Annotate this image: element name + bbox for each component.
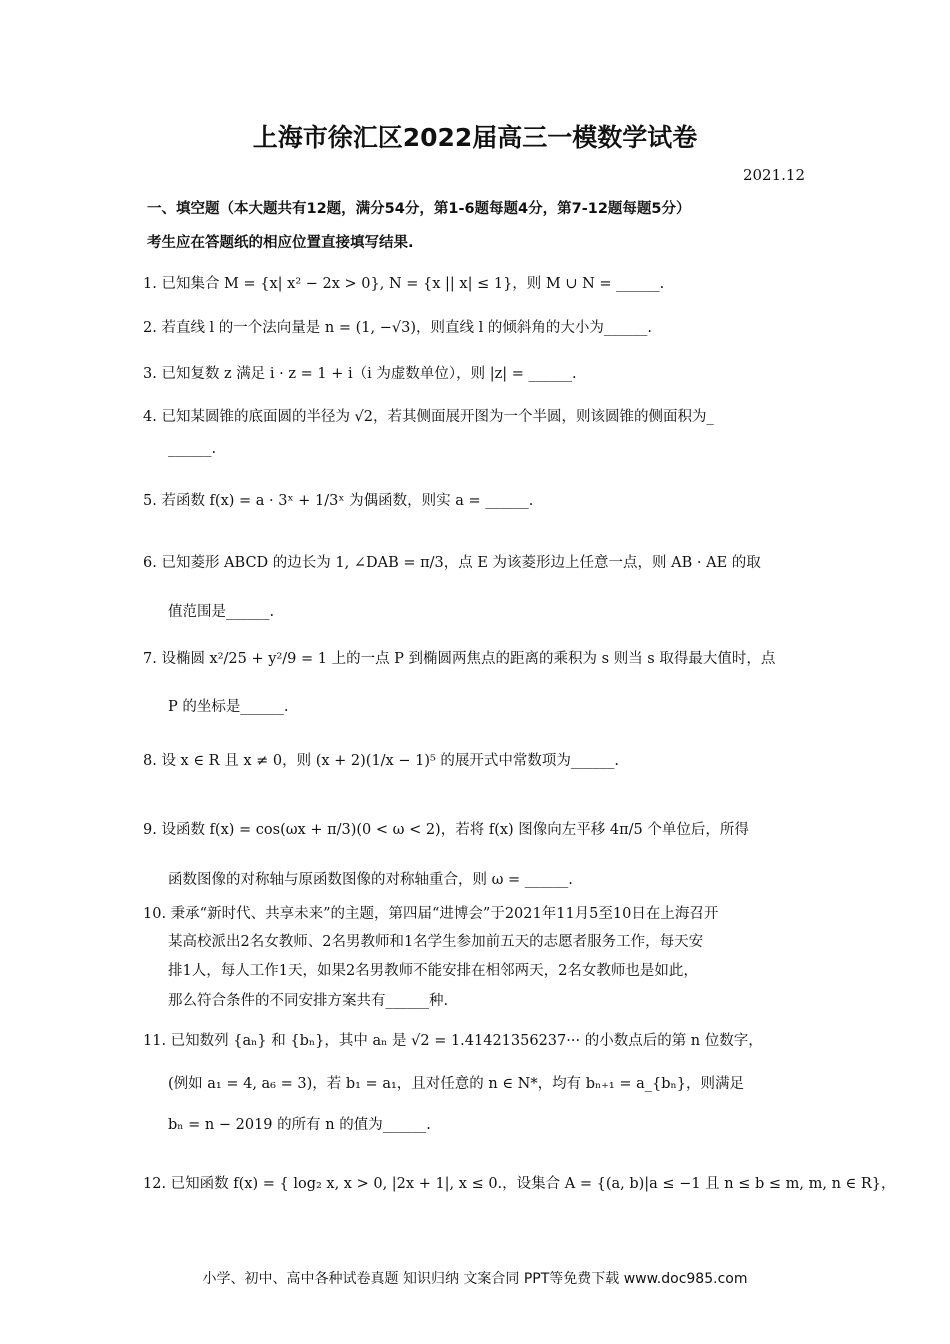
question-3-line-1: 3. 已知复数 z 满足 i · z = 1 + i（i 为虚数单位），则 |z| = ______. <box>143 366 577 382</box>
question-11-line-1: 11. 已知数列 {aₙ} 和 {bₙ}，其中 aₙ 是 √2 = 1.41421356237··· 的小数点后的第 n 位数字， <box>143 1033 763 1049</box>
question-8-line-1: 8. 设 x ∈ R 且 x ≠ 0，则 (x + 2)(1/x − 1)⁵ 的展开式中常数项为______. <box>143 753 620 769</box>
section-instruction: 考生应在答题纸的相应位置直接填写结果. <box>147 235 414 251</box>
page-title: 上海市徐汇区2022届高三一模数学试卷 <box>252 123 698 152</box>
question-7-line-1: 7. 设椭圆 x²/25 + y²/9 = 1 上的一点 P 到椭圆两焦点的距离的乘积为 s 则当 s 取得最大值时，点 <box>143 651 776 667</box>
question-2-line-1: 2. 若直线 l 的一个法向量是 n = (1, −√3)，则直线 l 的倾斜角的大小为______. <box>143 320 652 336</box>
question-6-line-2: 值范围是______. <box>168 604 275 620</box>
question-9-line-2: 函数图像的对称轴与原函数图像的对称轴重合，则 ω = ______. <box>168 872 573 888</box>
question-5-line-1: 5. 若函数 f(x) = a · 3ˣ + 1/3ˣ 为偶函数，则实 a = ______. <box>143 493 534 509</box>
footer-ad: 小学、初中、高中各种试卷真题 知识归纳 文案合同 PPT等免费下载 www.doc985.com <box>202 1271 748 1287</box>
question-7-line-2: P 的坐标是______. <box>168 699 289 715</box>
question-1-line-1: 1. 已知集合 M = {x| x² − 2x > 0}, N = {x || x| ≤ 1}，则 M ∪ N = ______. <box>143 276 665 292</box>
exam-date: 2021.12 <box>742 166 805 184</box>
question-12-line-1: 12. 已知函数 f(x) = { log₂ x, x > 0, |2x + 1|, x ≤ 0.，设集合 A = {(a, b)|a ≤ −1 且 n ≤ b ≤ m, m, n ∈ R}， <box>143 1176 896 1192</box>
question-11-line-2: (例如 a₁ = 4, a₆ = 3)，若 b₁ = a₁，且对任意的 n ∈ N*，均有 bₙ₊₁ = a_{bₙ}，则满足 <box>168 1076 745 1092</box>
question-10-line-4: 那么符合条件的不同安排方案共有______种. <box>168 993 449 1009</box>
question-9-line-1: 9. 设函数 f(x) = cos(ωx + π/3)(0 < ω < 2)，若将 f(x) 图像向左平移 4π/5 个单位后，所得 <box>143 822 749 838</box>
question-10-line-2: 某高校派出2名女教师、2名男教师和1名学生参加前五天的志愿者服务工作，每天安 <box>168 934 704 950</box>
question-10-line-3: 排1人，每人工作1天，如果2名男教师不能安排在相邻两天，2名女教师也是如此， <box>168 963 698 979</box>
question-4-line-2: ______. <box>168 441 217 457</box>
section-heading: 一、填空题（本大题共有12题，满分54分，第1-6题每题4分，第7-12题每题5分） <box>147 201 691 217</box>
question-10-line-1: 10. 秉承“新时代、共享未来”的主题，第四届“进博会”于2021年11月5至10日在上海召开 <box>143 906 719 922</box>
question-4-line-1: 4. 已知某圆锥的底面圆的半径为 √2，若其侧面展开图为一个半圆，则该圆锥的侧面积为_ <box>143 409 714 425</box>
question-6-line-1: 6. 已知菱形 ABCD 的边长为 1, ∠DAB = π/3，点 E 为该菱形边上任意一点，则 AB · AE 的取 <box>143 555 761 571</box>
question-11-line-3: bₙ = n − 2019 的所有 n 的值为______. <box>168 1117 431 1133</box>
